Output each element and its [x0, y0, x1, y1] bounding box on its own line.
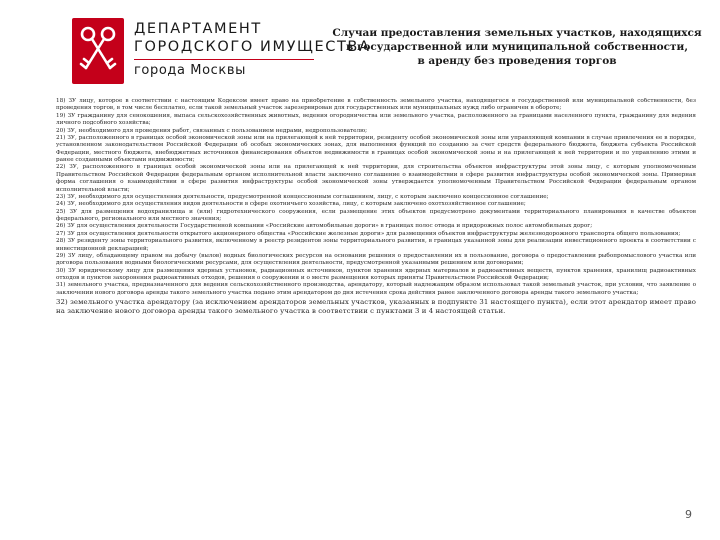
paragraph-26: 26) ЗУ для осуществления деятельности Государственной компании «Российские автомобильные дороги» в границах полос отвода и придорожных полос автомобильных дорог;: [56, 223, 593, 230]
logo-line-1: ДЕПАРТАМЕНТ: [134, 21, 262, 37]
department-logo: [62, 16, 371, 92]
title-line-3: в аренду без проведения торгов: [417, 55, 617, 67]
paragraph-28: 28) ЗУ резиденту зоны территориального развития, включенному в реестр резидентов зоны территориального развития, в границах указанной зоны для реализации инвестиционного проекта в соответствии с инвестиционной декларацией;: [56, 238, 696, 252]
logo-divider: [134, 59, 314, 60]
paragraph-25: 25) ЗУ для размещения водохранилища и (или) гидротехнического сооружения, если размещение этих объектов предусмотрено документами территориального планирования в качестве объектов федерального, регионального или местного значения;: [56, 208, 696, 222]
paragraph-32: 32) земельного участка арендатору (за исключением арендаторов земельных участков, указанных в подпункте 31 настоящего пункта), если этот арендатор имеет право на заключение нового договора аренды такого земельного участка в соответствии с пунктами 3 и 4 настоящей статьи.: [56, 298, 696, 315]
paragraph-19: 19) ЗУ гражданину для сенокошения, выпаса сельскохозяйственных животных, ведения огородничества или земельного участка, расположенного за границами населенного пункта, гражданину для ведения личного подсобного хозяйства;: [56, 112, 696, 127]
page-number: 9: [685, 508, 692, 521]
paragraph-27: 27) ЗУ для осуществления деятельности открытого акционерного общества «Российские железные дороги» для размещения объектов инфраструктуры железнодорожного транспорта общего пользования;: [56, 230, 681, 237]
paragraph-21: 21) ЗУ, расположенного в границах особой экономической зоны или на прилегающей к ней территории, резиденту особой экономической зоны или управляющей компании в случае привлечения ее в порядке, установленном законодательством Российской Федерации об особых экономических зонах, для выполнения функций по созданию за счет средств федерального бюджета, бюджета субъекта Российской Федерации, местного бюджета, внебюджетных источников финансирования объектов недвижимости в границах особой экономической зоны и на прилегающей к ней территории и по управлению этими и ранее созданными объектами недвижимости;: [56, 134, 696, 163]
paragraph-23: 23) ЗУ, необходимого для осуществления деятельности, предусмотренной концессионным соглашением, лицу, с которым заключено концессионное соглашение;: [56, 193, 549, 200]
paragraph-29: 29) ЗУ лицу, обладающему правом на добычу (вылов) водных биологических ресурсов на основании решения о предоставлении их в пользование, договора о предоставлении рыбопромыслового участка или договора пользования водными биологическими ресурсами, для осуществления деятельности, предусмотренной указанными решением или договорами;: [56, 252, 696, 267]
logo-line-2: ГОРОДСКОГО ИМУЩЕСТВА: [134, 39, 371, 55]
body-text: [56, 98, 696, 433]
paragraph-24: 24) ЗУ, необходимого для осуществления видов деятельности в сфере охотничьего хозяйства, лицу, с которым заключено охотхозяйственное соглашение;: [56, 201, 526, 208]
paragraph-20: 20) ЗУ, необходимого для проведения работ, связанных с пользованием недрами, недропользователю;: [56, 127, 368, 134]
page-title: [332, 26, 702, 68]
paragraph-22: 22) ЗУ, расположенного в границах особой экономической зоны или на прилегающей к ней территории, для строительства объектов инфраструктуры этой зоны лицу, с которым уполномоченным Правительством Российской Федерации федеральным органом исполнительной власти заключено соглашение о взаимодействии в сфере развития инфраструктуры особой экономической зоны. Примерная форма соглашения о взаимодействии в сфере развития инфраструктуры особой экономической зоны утверждается уполномоченным Правительством Российской Федерации федеральным органом исполнительной власти;: [56, 164, 696, 193]
title-line-2: в государственной или муниципальной собственности,: [346, 41, 688, 53]
paragraph-18: 18) ЗУ лицу, которое в соответствии с настоящим Кодексом имеет право на приобретение в собственность земельного участка, находящегося в государственной или муниципальной собственности, без проведения торгов, в том числе бесплатно, если такой земельный участок зарезервирован для государственных или муниципальных нужд либо ограничен в обороте;: [56, 98, 696, 112]
title-line-1: Случаи предоставления земельных участков, находящихся: [332, 27, 702, 39]
paragraph-31: 31) земельного участка, предназначенного для ведения сельскохозяйственного производства, арендатору, который надлежащим образом использовал такой земельный участок, при условии, что заявление о заключении нового договора аренды такого земельного участка подано этим арендатором до дня истечения срока действия ранее заключенного договора аренды такого земельного участка;: [56, 282, 696, 296]
paragraph-30: 30) ЗУ юридическому лицу для размещения ядерных установок, радиационных источников, пунктов хранения ядерных материалов и радиоактивных веществ, пунктов хранения, хранилищ радиоактивных отходов и пунктов захоронения радиоактивных отходов, решения о сооружении и о месте размещения которых приняты Правительством Российской Федерации;: [56, 267, 696, 281]
logo-city: города Москвы: [134, 63, 246, 78]
logo-text: [134, 20, 371, 78]
crossed-keys-icon: [72, 18, 124, 84]
